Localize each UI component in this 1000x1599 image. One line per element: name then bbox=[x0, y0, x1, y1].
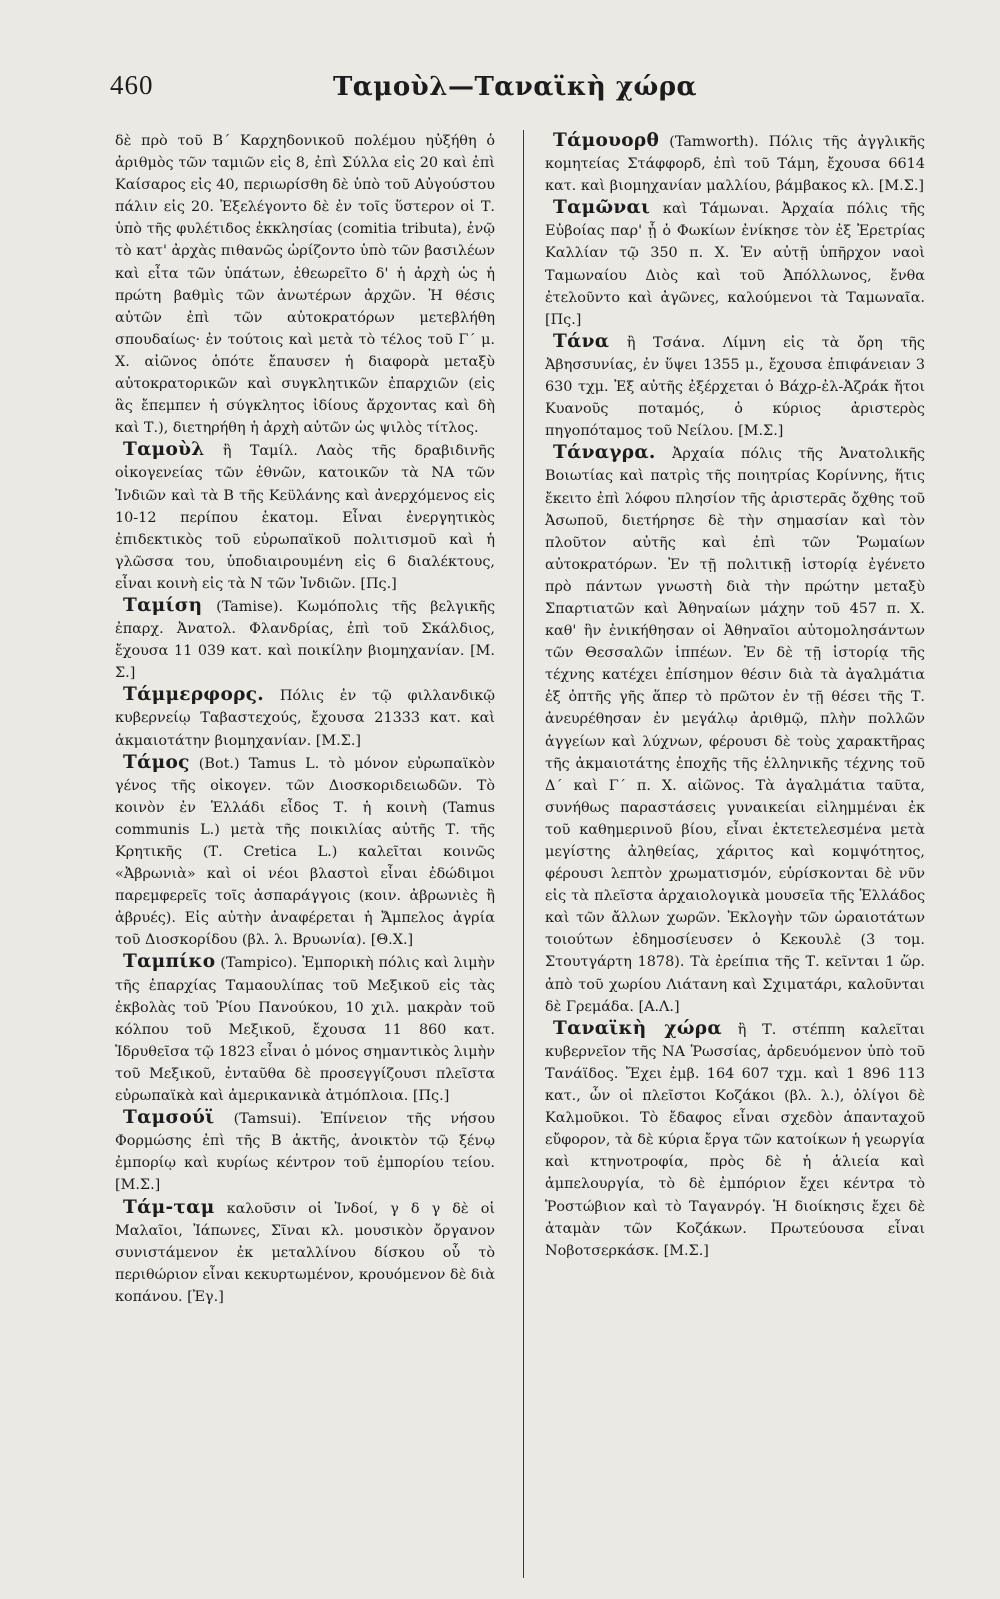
left-column bbox=[115, 130, 495, 1308]
entry-headword: Ταμπίκο bbox=[123, 951, 216, 973]
entry-headword: Τάναγρα. bbox=[553, 442, 656, 464]
entry-text: (Tamworth). Πόλις τῆς ἀγγλικῆς κομητείας Στάφφορδ, ἐπὶ τοῦ Τάμη, ἔχουσα 6614 κατ. καὶ βιομηχανίαν μαλλίου, βάμβακος κλ. [Μ.Σ.] bbox=[545, 134, 925, 195]
entry-headword: Ταμίση bbox=[123, 594, 203, 616]
entry-headword: Τάμμερφορς. bbox=[123, 684, 265, 706]
entry-tamsui bbox=[115, 1107, 495, 1196]
entry-headword: Ταμοὺλ bbox=[123, 439, 205, 461]
entry-tampico bbox=[115, 951, 495, 1107]
entry-tanagra bbox=[545, 442, 925, 1017]
entry-text: (Bot.) Tamus L. τὸ μόνον εὐρωπαϊκὸν γένος τῆς οἰκογεν. τῶν Διοσκοριδειωδῶν. Τὸ κοινὸν ἐν Ἑλλάδι εἶδος Τ. ἡ κοινὴ (Tamus communis L.) μετὰ τῆς ποικιλίας αὐτῆς Τ. τῆς Κρητικῆς (Τ. Cretica L.) καλεῖται κοινῶς «Ἀβρωνιὰ» καὶ οἱ νέοι βλαστοὶ εἶναι ἐδώδιμοι παρεμφερεῖς τοῖς ἀσπαράγγοις (κοιν. ἀβρωνιὲς ἢ ἀβρυές). Εἰς αὐτὴν ἀναφέρεται ἡ Ἄμπελος ἀγρία τοῦ Διοσκορίδου (βλ. λ. Βρυωνία). [Θ.Χ.] bbox=[115, 755, 495, 949]
entry-tana bbox=[545, 331, 925, 442]
entry-tanaiki-chora bbox=[545, 1018, 925, 1262]
entry-text: Ἀρχαία πόλις τῆς Ἀνατολικῆς Βοιωτίας καὶ πατρὶς τῆς ποιητρίας Κορίννης, ἥτις ἔκειτο ἐπὶ λόφου πλησίον τῆς ἀριστερᾶς ὄχθης τοῦ Ἀσωποῦ, διετήρησε δὲ τὴν σημασίαν καὶ τὸν πλοῦτον αὐτῆς καὶ ἐπὶ τῶν Ῥωμαίων αὐτοκρατόρων. Ἐν τῇ πολιτικῇ ἱστορίᾳ ἐγένετο πρὸ πάντων γνωστὴ διὰ τὴν πρώτην μεταξὺ Σπαρτιατῶν καὶ Ἀθηναίων μάχην τοῦ 457 π. Χ. καθ' ἣν ἐνικήθησαν οἱ Ἀθηναῖοι αὐτομολησάντων τῶν Θεσσαλῶν ἱππέων. Ἐν δὲ τῇ ἱστορίᾳ τῆς τέχνης κατέχει ἐπίσημον θέσιν διὰ τὰ ἀγαλμάτια ἐξ ὀπτῆς γῆς ἅπερ τὸ πρῶτον ἐν τῇ θέσει τῆς Τ. ἀνευρέθησαν ἐν μεγάλῳ ἀριθμῷ, πλὴν πολλῶν ἀγγείων καὶ λύχνων, φέρουσι δὲ τοὺς χαρακτῆρας τῆς ἀκμαιοτάτης ἐποχῆς τῆς ἑλληνικῆς τέχνης τοῦ Δ΄ καὶ Γ΄ π. Χ. αἰῶνος. Τὰ ἀγαλμάτια ταῦτα, συνήθως παραστάσεις γυναικείαι εἰλημμέναι ἐκ τοῦ καθημερινοῦ βίου, εἶναι ἐκτετελεσμένα μετὰ μεγίστης ἀληθείας, χάριτος καὶ κομψότητος, φέρουσι λεπτὸν χρωματισμόν, εὑρίσκονται δὲ νῦν εἰς τὰ πλεῖστα ἀρχαιολογικὰ μουσεῖα τῆς Ἑλλάδος καὶ τῶν ἄλλων χωρῶν. Ἐκλογὴν τῶν ὡραιοτάτων τοιούτων ἐδημοσίευσεν ὁ Κεκουλὲ (3 τομ. Στουτγάρτη 1878). Τὰ ἐρείπια τῆς Τ. κεῖνται 1 ὥρ. ἀπὸ τοῦ χωρίου Λιάτανη καὶ Σχιματάρι, καλοῦνται δὲ Γρεμάδα. [Α.Λ.] bbox=[545, 446, 925, 1015]
entry-tammerfors bbox=[115, 684, 495, 751]
entry-tamoul bbox=[115, 439, 495, 595]
entry-headword: Ταναϊκὴ χώρα bbox=[553, 1017, 722, 1039]
entry-tamise bbox=[115, 595, 495, 684]
entry-tam-tam bbox=[115, 1197, 495, 1308]
running-head: Ταμοὺλ—Ταναϊκὴ χώρα bbox=[332, 72, 698, 102]
entry-text: δὲ πρὸ τοῦ Β΄ Καρχηδονικοῦ πολέμου ηὐξήθη ὁ ἀριθμὸς τῶν ταμιῶν εἰς 8, ἐπὶ Σύλλα εἰς 20 καὶ ἐπὶ Καίσαρος εἰς 40, περιωρίσθη δὲ ὑπὸ τοῦ Αὐγούστου πάλιν εἰς 20. Ἐξελέγοντο δὲ ἐν τοῖς ὕστερον οἱ Τ. ὑπὸ τῆς φυλέτιδος ἐκκλησίας (comitia tributa), ἐνῷ τὸ κατ' ἀρχὰς πιθανῶς ὡρίζοντο ὑπὸ τῶν βασιλέων καὶ εἶτα τῶν ὑπάτων, ἐθεωρεῖτο δ' ἡ ἀρχὴ ὡς ἡ πρώτη βαθμὶς τῶν ἀνωτέρων ἀρχῶν. Ἡ θέσις αὐτῶν ἐπὶ τῶν αὐτοκρατόρων μετεβλήθη σπουδαίως· ἐν τούτοις καὶ μετὰ τὸ τέλος τοῦ Γ΄ μ. Χ. αἰῶνος ὁπότε ἔπαυσεν ἡ διαφορὰ μεταξὺ αὐτοκρατορικῶν καὶ συγκλητικῶν ἐπαρχιῶν (εἰς ἃς ἔπεμπεν ἡ σύγκλητος ἰδίους ἄρχοντας καὶ δὴ καὶ Τ.), διετηρήθη ἡ ἀρχὴ αὐτῶν ὡς ψιλὸς τίτλος. bbox=[115, 133, 495, 437]
entry-text: (Tamsui). Ἐπίνειον τῆς νήσου Φορμώσης ἐπὶ τῆς Β ἀκτῆς, ἀνοικτὸν τῷ ξένῳ ἐμπορίῳ καὶ κυρίως κέντρον τοῦ ἐμπορίου τείου. [Μ.Σ.] bbox=[115, 1111, 495, 1194]
entry-text: ἢ Τ. στέππη καλεῖται κυβερνεῖον τῆς ΝΑ Ῥωσσίας, ἀρδευόμενον ὑπὸ τοῦ Τανάϊδος. Ἔχει ἐμβ. 164 607 τχμ. καὶ 1 896 113 κατ., ὧν οἱ πλεῖστοι Κοζάκοι (βλ. λ.), ὀλίγοι δὲ Καλμοῦκοι. Τὸ ἔδαφος εἶναι σχεδὸν ἁπανταχοῦ εὔφορον, τὰ δὲ κύρια ἔργα τῶν κατοίκων ἡ γεωργία καὶ κτηνοτροφία, πρὸς δὲ ἡ ἁλιεία καὶ ἀμπελουργία, τὸ δὲ ἐμπόριον ἔχει κέντρα τὸ Ῥοστώβιον καὶ τὸ Ταγανρόγ. Ἡ διοίκησις ἔχει δὲ ἀταμὰν τῶν Κοζάκων. Πρωτεύουσα εἶναι Νοβοτσερκάσκ. [Μ.Σ.] bbox=[545, 1021, 925, 1259]
entry-headword: Τάμουορθ bbox=[553, 130, 660, 151]
entry-text: Πόλις ἐν τῷ φιλλανδικῷ κυβερνείῳ Ταβαστεχούς, ἔχουσα 21333 κατ. καὶ ἀκμαιοτάτην βιομηχανίαν. [Μ.Σ.] bbox=[115, 688, 495, 749]
entry-text: (Tampico). Ἐμπορικὴ πόλις καὶ λιμὴν τῆς ἐπαρχίας Ταμαουλίπας τοῦ Μεξικοῦ εἰς τὰς ἐκβολὰς τοῦ Ῥίου Πανούκου, 10 χιλ. μακρὰν τοῦ κόλπου τοῦ Μεξικοῦ, ἔχουσα 11 860 κατ. Ἱδρυθεῖσα τῷ 1823 εἶναι ὁ μόνος σημαντικὸς λιμὴν τοῦ Μεξικοῦ, ἐνταῦθα δὲ προσεγγίζουσι πλεῖστα εὐρωπαϊκὰ καὶ ἀμερικανικὰ ἀτμόπλοια. [Πς.] bbox=[115, 955, 495, 1105]
entry-tamonai bbox=[545, 197, 925, 331]
entry-tamworth bbox=[545, 130, 925, 197]
entry-headword: Ταμῶναι bbox=[553, 197, 651, 219]
entry-headword: Τάμ-ταμ bbox=[123, 1196, 215, 1218]
page-number: 460 bbox=[110, 70, 154, 100]
entry-text: καὶ Τάμωναι. Ἀρχαία πόλις τῆς Εὐβοίας παρ' ᾗ ὁ Φωκίων ἐνίκησε τὸν ἐξ Ἐρετρίας Καλλίαν τῷ 350 π. Χ. Ἐν αὐτῇ ὑπῆρχον ναοὶ Ταμωναίου Διὸς καὶ τοῦ Ἀπόλλωνος, ἔνθα ἐτελοῦντο καὶ ἀγῶνες, καλούμενοι τὰ Ταμωναῖα. [Πς.] bbox=[545, 201, 925, 328]
entry-headword: Ταμσούϊ bbox=[123, 1107, 215, 1129]
entry-tamos bbox=[115, 752, 495, 952]
entry-text: ἢ Ταμίλ. Λαὸς τῆς δραβιδινῆς οἰκογενείας τῶν ἐθνῶν, κατοικῶν τὰ ΝΑ τῶν Ἰνδιῶν καὶ τὰ Β τῆς Κεϋλάνης καὶ ἀνερχόμενος εἰς 10-12 περίπου ἑκατομ. Εἶναι ἐνεργητικὸς ἐπιδεκτικὸς τοῦ εὐρωπαϊκοῦ πολιτισμοῦ καὶ ἡ γλῶσσα του, ὑποδιαιρουμένη εἰς 6 διαλέκτους, εἶναι κοινὴ εἰς τὰ Ν τῶν Ἰνδιῶν. [Πς.] bbox=[115, 443, 495, 592]
entry-headword: Τάνα bbox=[553, 330, 610, 352]
entry-text: ἢ Τσάνα. Λίμνη εἰς τὰ ὄρη τῆς Ἀβησσυνίας, ἐν ὕψει 1355 μ., ἔχουσα ἐπιφάνειαν 3 630 τχμ. Ἐξ αὐτῆς ἐξέρχεται ὁ Βάχρ-ἐλ-Ἀζράκ ἤτοι Κυανοῦς ποταμός, ὁ κύριος ἀριστερὸς πηγοπόταμος τοῦ Νείλου. [Μ.Σ.] bbox=[545, 334, 925, 440]
entry-continuation bbox=[115, 130, 495, 439]
entry-text: καλοῦσιν οἱ Ἰνδοί, γ δ γ δὲ οἱ Μαλαῖοι, Ἰάπωνες, Σῖναι κλ. μουσικὸν ὄργανον συνιστάμενον ἐκ μεταλλίνου δίσκου οὗ τὸ περιθώριον εἶναι κεκυρτωμένον, κρουόμενον δὲ διὰ κοπάνου. [Ἐγ.] bbox=[115, 1200, 495, 1305]
page-header bbox=[110, 70, 910, 110]
right-column bbox=[545, 130, 925, 1262]
column-divider bbox=[523, 130, 524, 1578]
entry-headword: Τάμος bbox=[123, 751, 190, 773]
entry-text: (Tamise). Κωμόπολις τῆς βελγικῆς ἐπαρχ. Ἀνατολ. Φλανδρίας, ἐπὶ τοῦ Σκάλδιος, ἔχουσα 11 039 κατ. καὶ ποικίλην βιομηχανίαν. [Μ. Σ.] bbox=[115, 598, 496, 682]
